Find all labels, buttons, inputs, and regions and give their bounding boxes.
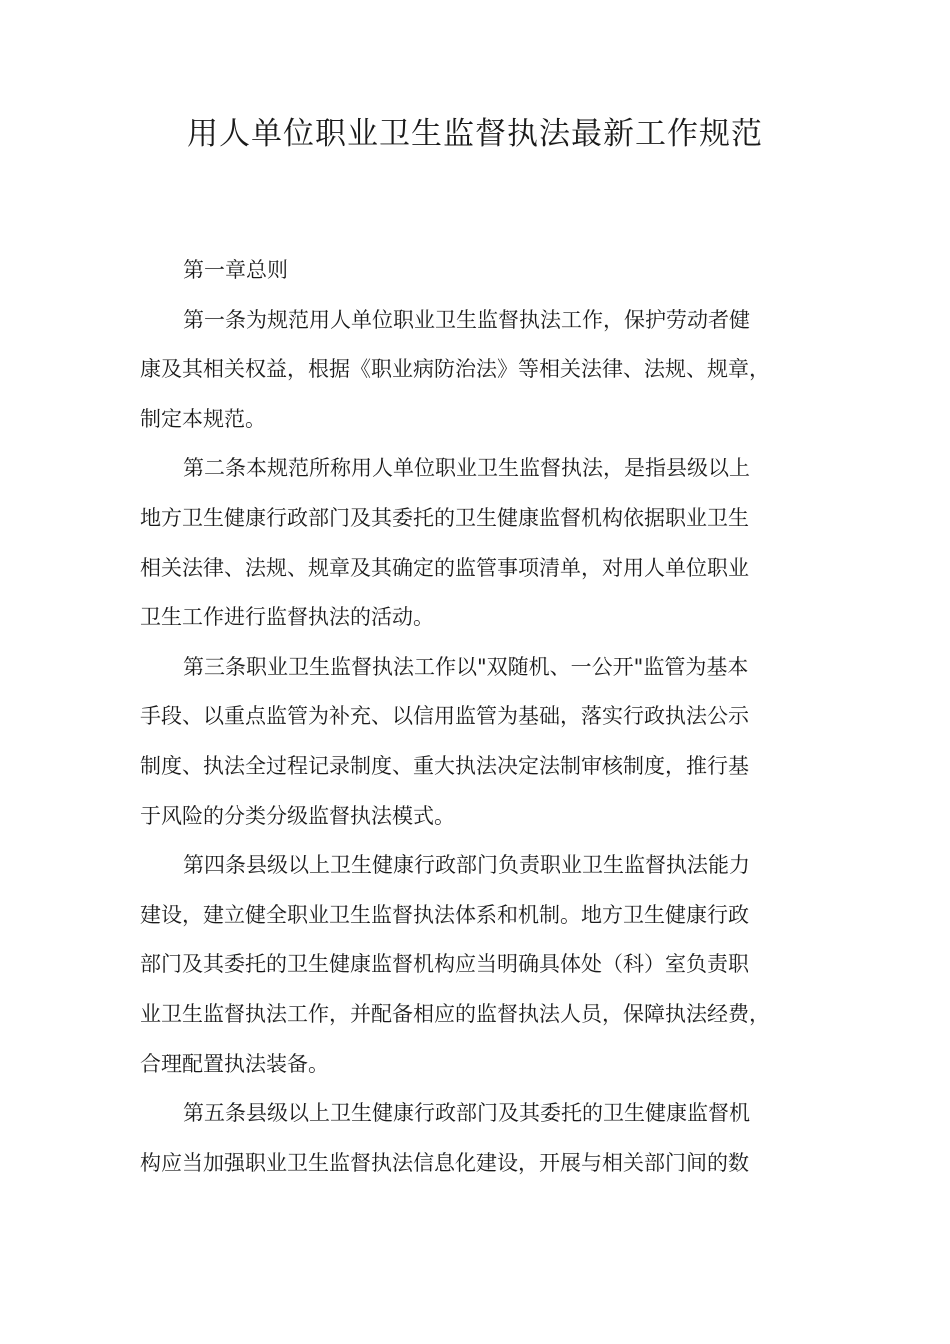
- article-4-line-2: 建设，建立健全职业卫生监督执法体系和机制。地方卫生健康行政: [140, 902, 749, 927]
- article-4-line-3: 部门及其委托的卫生健康监督机构应当明确具体处（科）室负责职: [140, 952, 749, 977]
- document-title: 用人单位职业卫生监督执法最新工作规范: [187, 116, 763, 152]
- article-2-line-4: 卫生工作进行监督执法的活动。: [140, 605, 434, 630]
- article-5-line-1: 第五条县级以上卫生健康行政部门及其委托的卫生健康监督机: [183, 1101, 750, 1126]
- article-3-line-3: 制度、执法全过程记录制度、重大执法决定法制审核制度，推行基: [140, 753, 749, 778]
- article-2-line-1: 第二条本规范所称用人单位职业卫生监督执法，是指县级以上: [183, 456, 750, 481]
- article-3-line-4: 于风险的分类分级监督执法模式。: [140, 803, 455, 828]
- article-4-line-1: 第四条县级以上卫生健康行政部门负责职业卫生监督执法能力: [183, 853, 750, 878]
- document-body: [140, 246, 800, 1188]
- article-2-line-2: 地方卫生健康行政部门及其委托的卫生健康监督机构依据职业卫生: [140, 505, 749, 530]
- article-4-line-4: 业卫生监督执法工作，并配备相应的监督执法人员，保障执法经费，: [140, 1001, 770, 1026]
- article-5-line-2: 构应当加强职业卫生监督执法信息化建设，开展与相关部门间的数: [140, 1150, 749, 1175]
- article-2-line-3: 相关法律、法规、规章及其确定的监管事项清单，对用人单位职业: [140, 555, 749, 580]
- article-3-line-2: 手段、以重点监管为补充、以信用监管为基础，落实行政执法公示: [140, 704, 749, 729]
- article-1-line-3: 制定本规范。: [140, 406, 266, 431]
- article-1-line-1: 第一条为规范用人单位职业卫生监督执法工作，保护劳动者健: [183, 307, 750, 332]
- article-3-line-1: 第三条职业卫生监督执法工作以"双随机、一公开"监管为基本: [183, 654, 749, 679]
- article-4-line-5: 合理配置执法装备。: [140, 1051, 329, 1076]
- article-1-line-2: 康及其相关权益，根据《职业病防治法》等相关法律、法规、规章，: [140, 357, 770, 382]
- chapter-heading: 第一章总则: [183, 258, 288, 282]
